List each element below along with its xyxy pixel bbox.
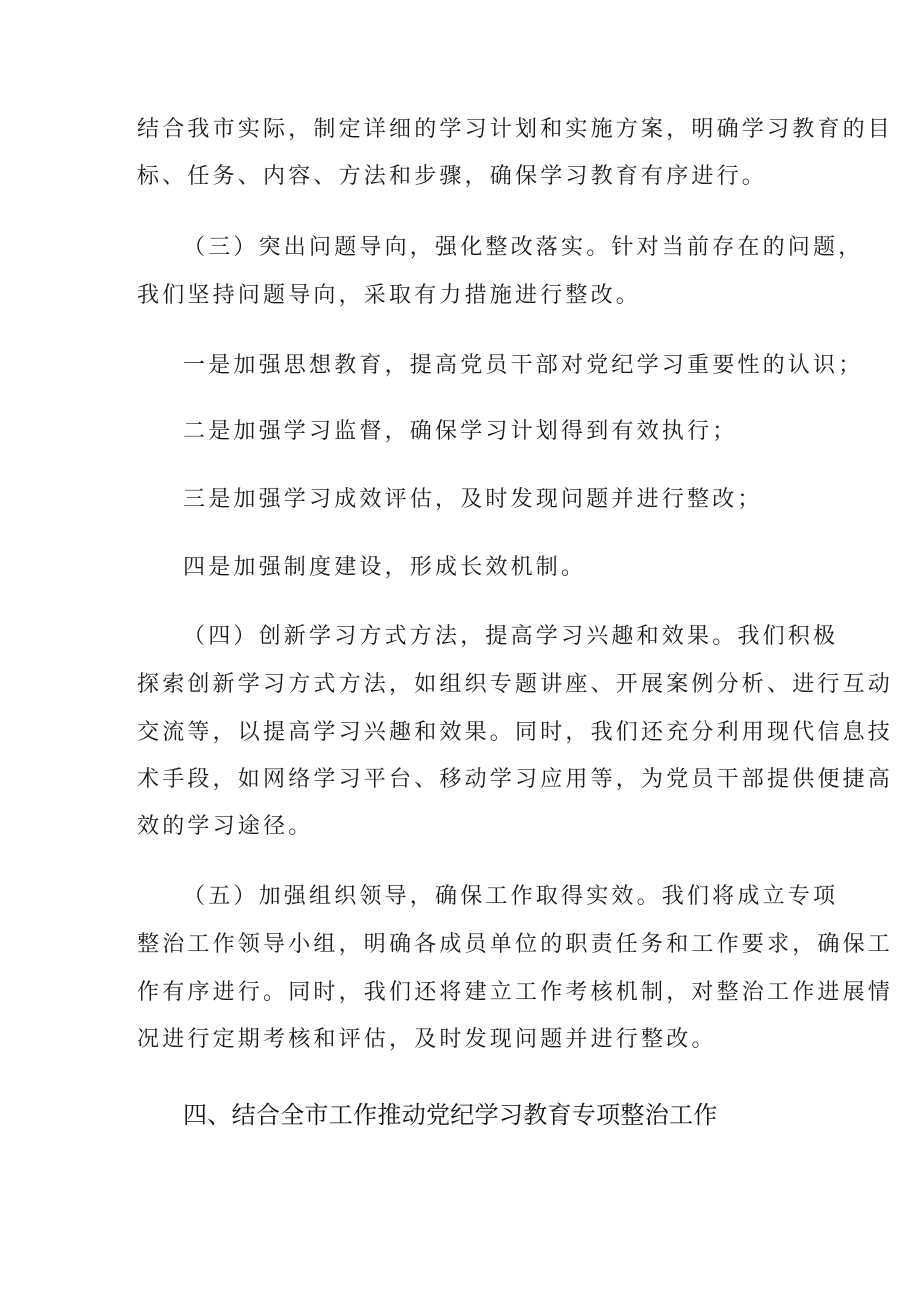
paragraph-line: 我们坚持问题导向，采取有力措施进行整改。: [137, 283, 642, 308]
paragraph-line: 术手段，如网络学习平台、移动学习应用等，为党员干部提供便捷高: [137, 767, 894, 792]
paragraph-line: 况进行定期考核和评估，及时发现问题并进行整改。: [137, 1027, 717, 1052]
paragraph-line: 结合我市实际，制定详细的学习计划和实施方案，明确学习教育的目: [137, 117, 894, 142]
paragraph-line: 探索创新学习方式方法，如组织专题讲座、开展案例分析、进行互动: [137, 672, 894, 697]
paragraph-line: 交流等，以提高学习兴趣和效果。同时，我们还充分利用现代信息技: [137, 720, 894, 745]
paragraph-line: 效的学习途径。: [137, 814, 314, 839]
list-item: 四是加强制度建设，形成长效机制。: [183, 555, 587, 580]
paragraph-line: （三）突出问题导向，强化整改落实。针对当前存在的问题，: [183, 235, 864, 260]
paragraph-line: （四）创新学习方式方法，提高学习兴趣和效果。我们积极: [183, 624, 839, 649]
paragraph-line: 整治工作领导小组，明确各成员单位的职责任务和工作要求，确保工: [137, 932, 894, 957]
list-item: 一是加强思想教育，提高党员干部对党纪学习重要性的认识；: [183, 353, 864, 378]
list-item: 二是加强学习监督，确保学习计划得到有效执行；: [183, 419, 738, 444]
list-item: 三是加强学习成效评估，及时发现问题并进行整改；: [183, 487, 763, 512]
paragraph-line: （五）加强组织领导，确保工作取得实效。我们将成立专项: [183, 884, 839, 909]
section-heading: 四、结合全市工作推动党纪学习教育专项整治工作: [183, 1101, 718, 1129]
paragraph-line: 作有序进行。同时，我们还将建立工作考核机制，对整治工作进展情: [137, 980, 894, 1005]
paragraph-line: 标、任务、内容、方法和步骤，确保学习教育有序进行。: [137, 164, 768, 189]
